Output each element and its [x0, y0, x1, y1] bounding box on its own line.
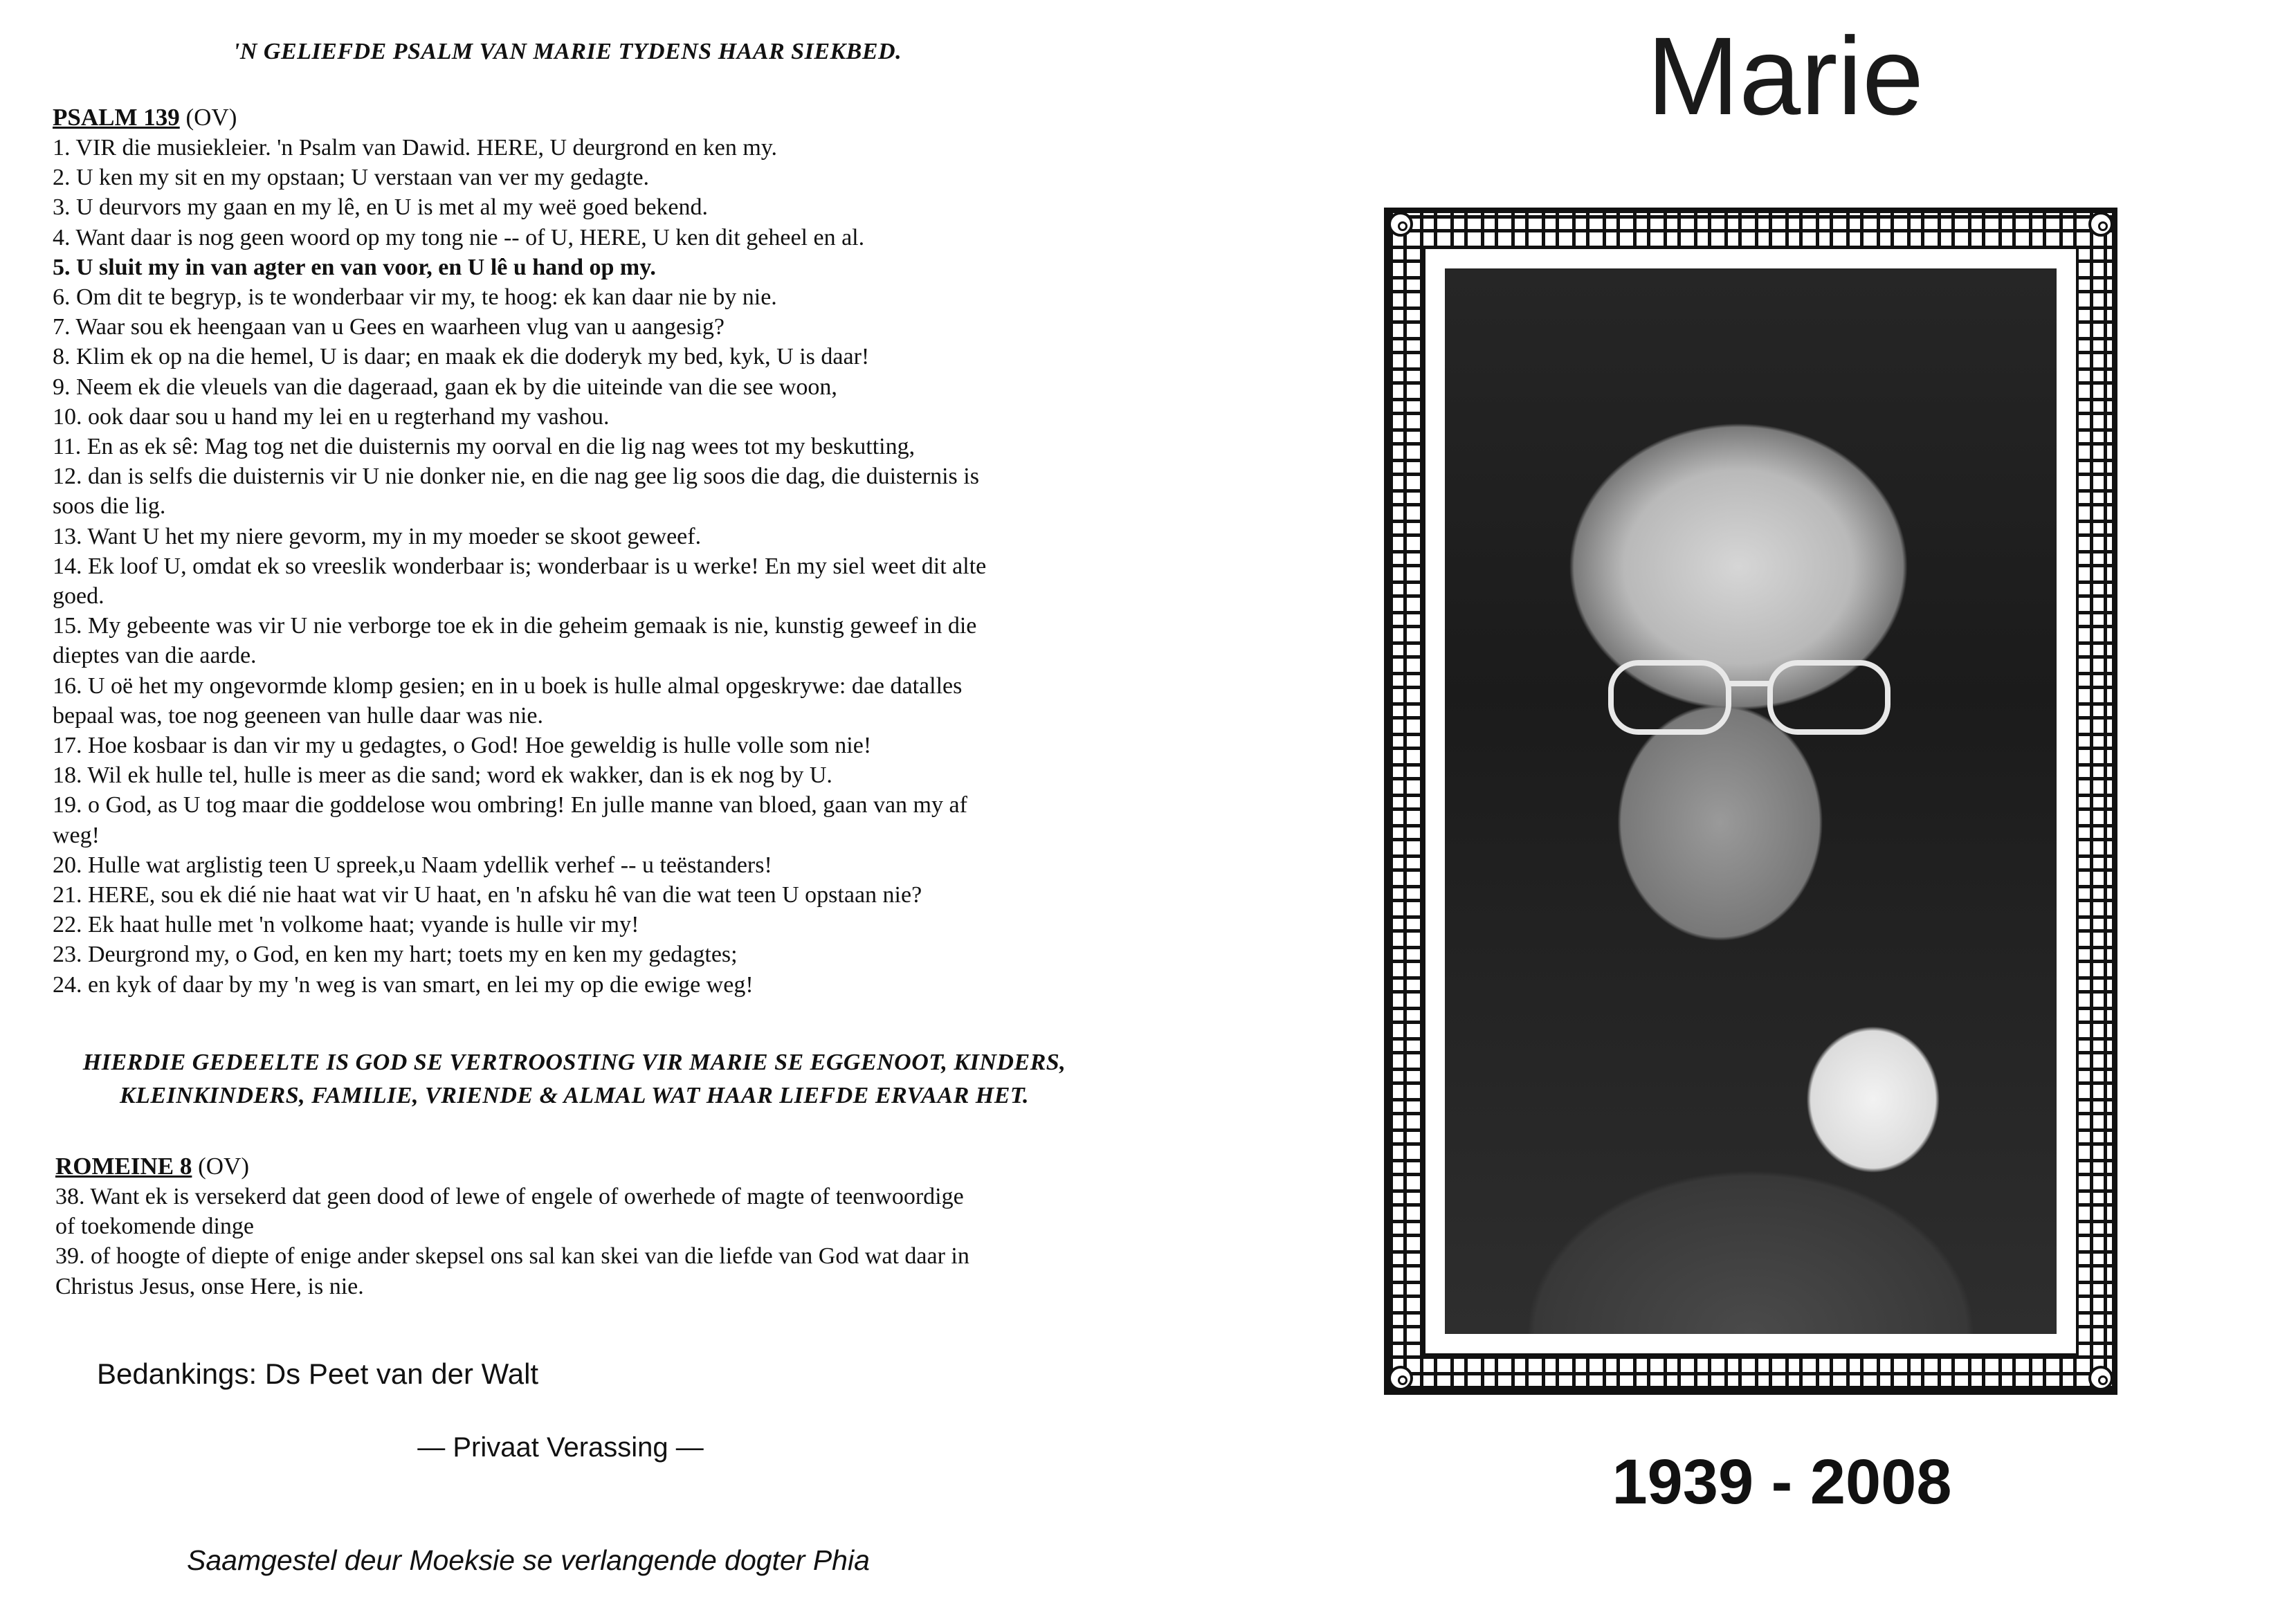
verse-line: 6. Om dit te begryp, is te wonderbaar vir my, te hoog: ek kan daar nie by nie.: [53, 284, 777, 311]
verse-line: soos die lig.: [53, 493, 166, 520]
verse-line: 3. U deurvors my gaan en my lê, en U is met al my weë goed bekend.: [53, 194, 709, 221]
comfort-heading-line-1: HIERDIE GEDEELTE IS GOD SE VERTROOSTING VIR MARIE SE EGGENOOT, KINDERS,: [82, 1050, 1066, 1075]
comfort-heading: [42, 1046, 1107, 1113]
frame-corner-ornament-icon: [2088, 1366, 2113, 1391]
verse-line: 38. Want ek is versekerd dat geen dood of lewe of engele of owerhede of magte of teenwoordige: [55, 1184, 964, 1209]
verse-line: 24. en kyk of daar by my 'n weg is van smart, en lei my op die ewige weg!: [53, 971, 754, 998]
verse-line: 8. Klim ek op na die hemel, U is daar; en maak ek die doderyk my bed, kyk, U is daar!: [53, 344, 870, 370]
deceased-name: Marie: [1646, 14, 1924, 138]
romeine-version: (OV): [192, 1153, 249, 1180]
verse-line: 9. Neem ek die vleuels van die dageraad, gaan ek by die uiteinde van die see woon,: [53, 374, 837, 400]
romeine-name: ROMEINE 8: [55, 1153, 192, 1180]
verse-line: 7. Waar sou ek heengaan van u Gees en waarheen vlug van u aangesig?: [53, 314, 725, 340]
verse-line: goed.: [53, 583, 104, 610]
psalm-verse-list: [53, 133, 1104, 1000]
verse-line: 23. Deurgrond my, o God, en ken my hart; toets my en ken my gedagtes;: [53, 942, 738, 968]
photo-mat: [1423, 246, 2079, 1356]
psalm-intro-heading: 'N GELIEFDE PSALM VAN MARIE TYDENS HAAR SIEKBED.: [233, 39, 902, 64]
verse-line: 21. HERE, sou ek dié nie haat wat vir U haat, en 'n afsku hê van die wat teen U opstaan nie?: [53, 882, 922, 908]
verse-line: 39. of hoogte of diepte of enige ander skepsel ons sal kan skei van die liefde van God wat daar in: [55, 1243, 969, 1270]
verse-line: of toekomende dinge: [55, 1214, 255, 1240]
verse-line: 5. U sluit my in van agter en van voor, en U lê u hand op my.: [53, 254, 656, 280]
romeine-8-section: [55, 1151, 1107, 1301]
psalm-version: (OV): [179, 104, 237, 131]
acknowledgements: Bedankings: Ds Peet van der Walt: [97, 1357, 539, 1390]
compiled-by: Saamgestel deur Moeksie se verlangende dogter Phia: [187, 1544, 870, 1576]
life-years: 1939 - 2008: [1612, 1447, 1952, 1517]
verse-line: Christus Jesus, onse Here, is nie.: [55, 1273, 364, 1299]
verse-line: 10. ook daar sou u hand my lei en u regterhand my vashou.: [53, 403, 610, 430]
verse-line: 2. U ken my sit en my opstaan; U verstaan van ver my gedagte.: [53, 165, 650, 191]
verse-line: bepaal was, toe nog geeneen van hulle daar was nie.: [53, 702, 543, 729]
verse-line: 13. Want U het my niere gevorm, my in my moeder se skoot geweef.: [53, 523, 702, 549]
verse-line: 4. Want daar is nog geen woord op my tong nie -- of U, HERE, U ken dit geheel en al.: [53, 224, 865, 250]
comfort-heading-line-2: KLEINKINDERS, FAMILIE, VRIENDE & ALMAL WAT HAAR LIEFDE ERVAAR HET.: [119, 1083, 1030, 1108]
cremation-notice: — Privaat Verassing —: [417, 1432, 704, 1463]
verse-line: 18. Wil ek hulle tel, hulle is meer as die sand; word ek wakker, dan is ek nog by U.: [53, 762, 832, 789]
portrait-photo: [1445, 268, 2057, 1334]
verse-line: 22. Ek haat hulle met 'n volkome haat; vyande is hulle vir my!: [53, 912, 639, 938]
romeine-heading: [55, 1151, 1107, 1182]
verse-line: 19. o God, as U tog maar die goddelose wou ombring! En julle manne van bloed, gaan van my af: [53, 792, 967, 818]
verse-line: 1. VIR die musiekleier. 'n Psalm van Dawid. HERE, U deurgrond en ken my.: [53, 135, 778, 161]
frame-corner-ornament-icon: [1388, 212, 1413, 237]
frame-corner-ornament-icon: [1388, 1366, 1413, 1391]
romeine-verse-list: [55, 1182, 1107, 1301]
frame-corner-ornament-icon: [2088, 212, 2113, 237]
verse-line: weg!: [53, 822, 100, 848]
psalm-heading: [53, 102, 1104, 133]
right-page: [1308, 0, 2296, 1610]
psalm-139-section: [53, 102, 1104, 1000]
glasses-icon: [1604, 656, 1895, 739]
verse-line: 11. En as ek sê: Mag tog net die duisternis my oorval en die lig nag wees tot my beskutting,: [53, 434, 915, 460]
verse-line: 16. U oë het my ongevormde klomp gesien; en in u boek is hulle almal opgeskrywe: dae datalles: [53, 673, 963, 699]
verse-line: dieptes van die aarde.: [53, 643, 257, 669]
psalm-name: PSALM 139: [53, 104, 180, 131]
verse-line: 15. My gebeente was vir U nie verborge toe ek in die geheim gemaak is nie, kunstig geweef in die: [53, 613, 977, 639]
verse-line: 17. Hoe kosbaar is dan vir my u gedagtes, o God! Hoe geweldig is hulle volle som nie!: [53, 733, 872, 759]
verse-line: 14. Ek loof U, omdat ek so vreeslik wonderbaar is; wonderbaar is u werke! En my siel weet dit alte: [53, 553, 987, 579]
verse-line: 20. Hulle wat arglistig teen U spreek,u Naam ydellik verhef -- u teëstanders!: [53, 852, 772, 878]
verse-line: 12. dan is selfs die duisternis vir U nie donker nie, en die nag gee lig soos die dag, die duisternis is: [53, 464, 979, 490]
photo-frame: [1384, 208, 2117, 1395]
